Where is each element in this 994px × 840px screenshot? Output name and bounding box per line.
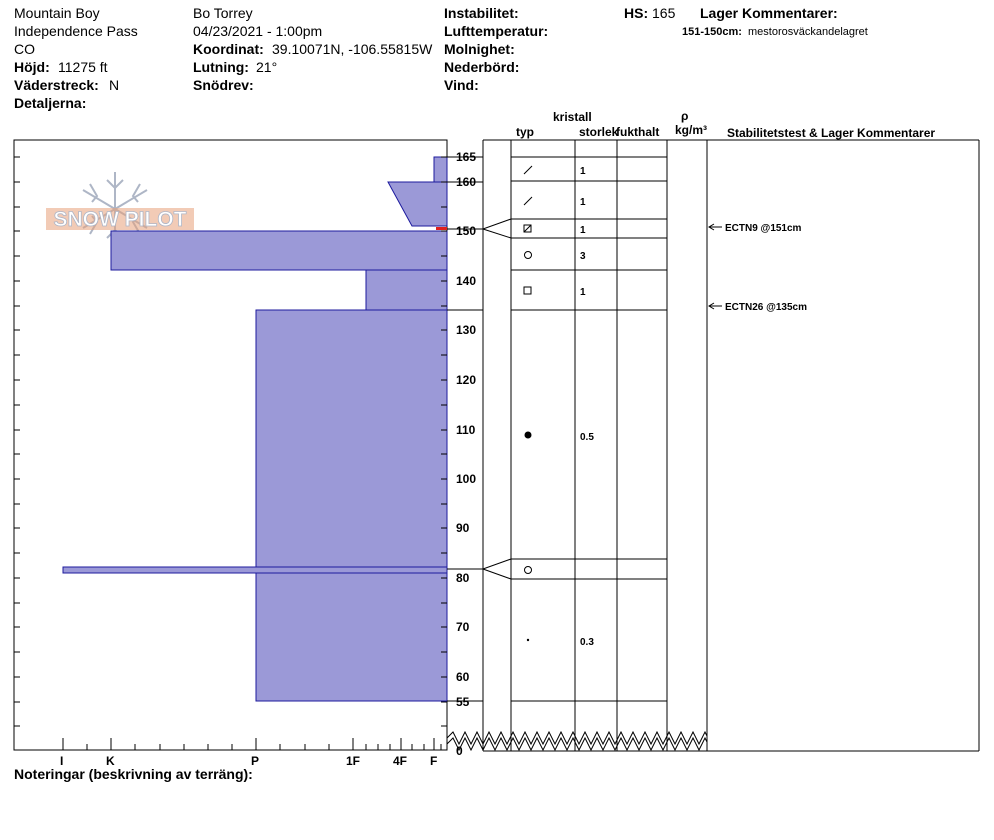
observer: Bo Torrey: [193, 5, 253, 21]
slope-label: Lutning:: [193, 59, 249, 75]
layer-142-134: [366, 270, 447, 310]
header-rho: ρ: [681, 109, 689, 123]
wind-label: Vind:: [444, 77, 479, 93]
slope-value: 21°: [256, 59, 278, 75]
hardness-label-p: P: [251, 754, 260, 768]
coord-value: 39.10071N, -106.55815W: [272, 41, 433, 57]
depth-label: 70: [456, 620, 470, 634]
layer-134-55: [256, 310, 447, 701]
column-separators: [511, 140, 707, 751]
details-label: Detaljerna:: [14, 95, 87, 111]
airtemp-label: Lufttemperatur:: [444, 23, 549, 39]
state: CO: [14, 41, 35, 57]
depth-axis: [456, 150, 476, 758]
rounded-grain-icon: [525, 252, 532, 259]
layer-comments-label: Lager Kommentarer:: [700, 5, 838, 21]
hardness-label-1f: 1F: [346, 754, 361, 768]
hardness-label-f: F: [430, 754, 438, 768]
depth-label: 100: [456, 472, 477, 486]
area: Independence Pass: [14, 23, 138, 39]
depth-label: 60: [456, 670, 470, 684]
depth-label: 140: [456, 274, 477, 288]
faceted-crystal-icon: [524, 287, 531, 294]
hs-label: HS:: [624, 5, 649, 21]
hardness-layers: [63, 157, 447, 701]
depth-label: 120: [456, 373, 477, 387]
header-density-unit: kg/m³: [675, 123, 708, 137]
instability-label: Instabilitet:: [444, 5, 519, 21]
crystal-size: 1: [580, 225, 586, 236]
depth-label: 150: [456, 224, 477, 238]
faceted-crystal-icon: [524, 225, 531, 232]
stability-test-label: ECTN9 @151cm: [725, 223, 802, 234]
depth-label: 110: [456, 423, 476, 437]
layer-comment-range: 151-150cm:: [682, 26, 742, 38]
layer-150-142: [111, 231, 447, 270]
depth-label: 130: [456, 323, 477, 337]
stability-test-label: ECTN26 @135cm: [725, 302, 808, 313]
layer-165-160: [434, 157, 447, 182]
hardness-label-4f: 4F: [393, 754, 408, 768]
layer-160-152: [388, 182, 447, 226]
depth-label: 160: [456, 175, 477, 189]
coord-label: Koordinat:: [193, 41, 264, 57]
depth-label: 55: [456, 695, 470, 709]
location: Mountain Boy: [14, 5, 100, 21]
precip-label: Nederbörd:: [444, 59, 520, 75]
header-stability: Stabilitetstest & Lager Kommentarer: [727, 126, 936, 140]
header-moisture: fukthalt: [616, 125, 660, 139]
header-type: typ: [516, 125, 534, 139]
crystal-size: 1: [580, 166, 586, 177]
hardness-label-k: K: [106, 754, 115, 768]
drift-label: Snödrev:: [193, 77, 254, 93]
header-size: storlek: [579, 125, 619, 139]
aspect-label: Väderstreck:: [14, 77, 99, 93]
melt-form-icon: [525, 432, 532, 439]
elevation-label: Höjd:: [14, 59, 50, 75]
layer-row-lines: [511, 157, 667, 701]
hs-value: 165: [652, 5, 676, 21]
crystal-size: 0.3: [580, 637, 594, 648]
crystal-symbols: [524, 166, 532, 574]
crystal-size: 1: [580, 197, 586, 208]
depth-break-zigzag: [447, 732, 707, 750]
small-grain-icon: [527, 639, 529, 641]
stability-arrows: [709, 224, 722, 309]
crystal-size: 3: [580, 251, 586, 262]
hardness-label-i: I: [60, 754, 64, 768]
depth-label: 80: [456, 571, 470, 585]
depth-label: 90: [456, 521, 470, 535]
elevation-value: 11275 ft: [58, 59, 108, 75]
cloud-label: Molnighet:: [444, 41, 515, 57]
precip-particle-icon: [524, 197, 532, 205]
rounded-grain-icon: [525, 567, 532, 574]
layer-comment-text: mestorosväckandelagret: [748, 26, 868, 38]
depth-label: 165: [456, 150, 477, 164]
weak-layer-marker: [436, 227, 447, 230]
crystal-size: 0.5: [580, 432, 594, 443]
crystal-size: 1: [580, 287, 586, 298]
datetime: 04/23/2021 - 1:00pm: [193, 23, 323, 39]
layer-ice-crust: [63, 567, 447, 573]
notes-label: Noteringar (beskrivning av terräng):: [14, 766, 253, 782]
precip-particle-icon: [524, 166, 532, 174]
depth-label: 0: [456, 744, 463, 758]
header-crystal: kristall: [553, 110, 592, 124]
hardness-ticks: [63, 738, 441, 750]
aspect-value: N: [109, 77, 120, 93]
logo-text: SNOW PILOT: [53, 208, 187, 231]
